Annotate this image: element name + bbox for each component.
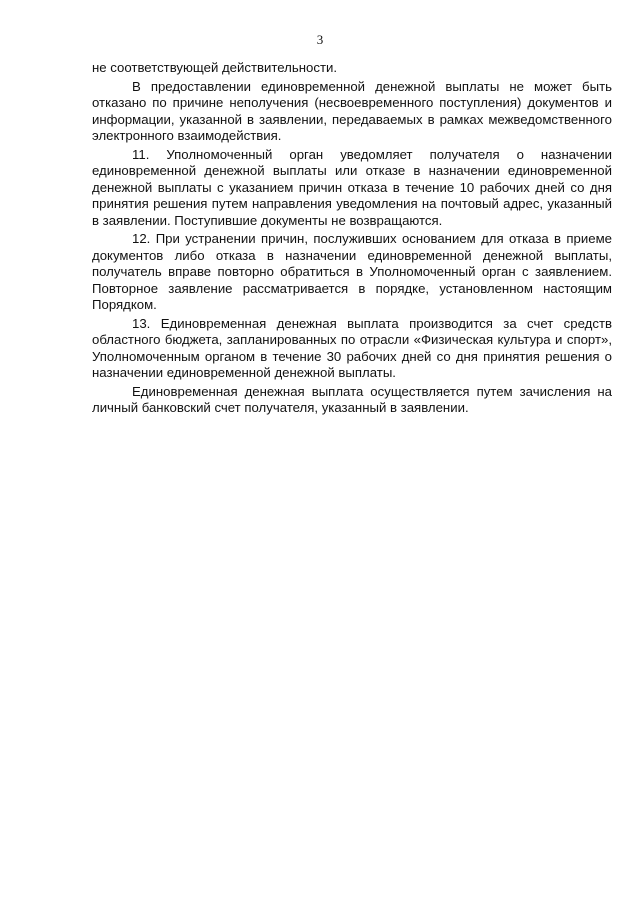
paragraph-11: 11. Уполномоченный орган уведомляет получателя о назначении единовременной денежной выплаты или отказе в назначении единовременной денежной выплаты с указанием причин отказа в течение 10 рабочих дней со дня принятия решения путем направления уведомления на почтовый адрес, указанный в заявлении. Поступившие документы не возвращаются. — [92, 146, 612, 228]
paragraph-refusal-restriction: В предоставлении единовременной денежной выплаты не может быть отказано по причине неполучения (несвоевременного поступления) документов и информации, указанной в заявлении, передаваемых в рамках межведомственного электронного взаимодействия. — [92, 78, 612, 143]
paragraph-13: 13. Единовременная денежная выплата производится за счет средств областного бюджета, запланированных по отрасли «Физическая культура и спорт», Уполномоченным органом в течение 30 рабочих дней со дня принятия решения о назначении единовременной денежной выплаты. — [92, 315, 612, 380]
paragraph-12: 12. При устранении причин, послуживших основанием для отказа в приеме документов либо отказа в назначении единовременной денежной выплаты, получатель вправе повторно обратиться в Уполномоченный орган с заявлением. Повторное заявление рассматривается в порядке, установленном настоящим Порядком. — [92, 231, 612, 312]
document-body — [92, 60, 612, 419]
paragraph-payment-transfer: Единовременная денежная выплата осуществляется путем зачисления на личный банковский счет получателя, указанный в заявлении. — [92, 383, 612, 415]
page-number: 3 — [316, 32, 324, 47]
paragraph-continuation: не соответствующей действительности. — [92, 60, 338, 75]
